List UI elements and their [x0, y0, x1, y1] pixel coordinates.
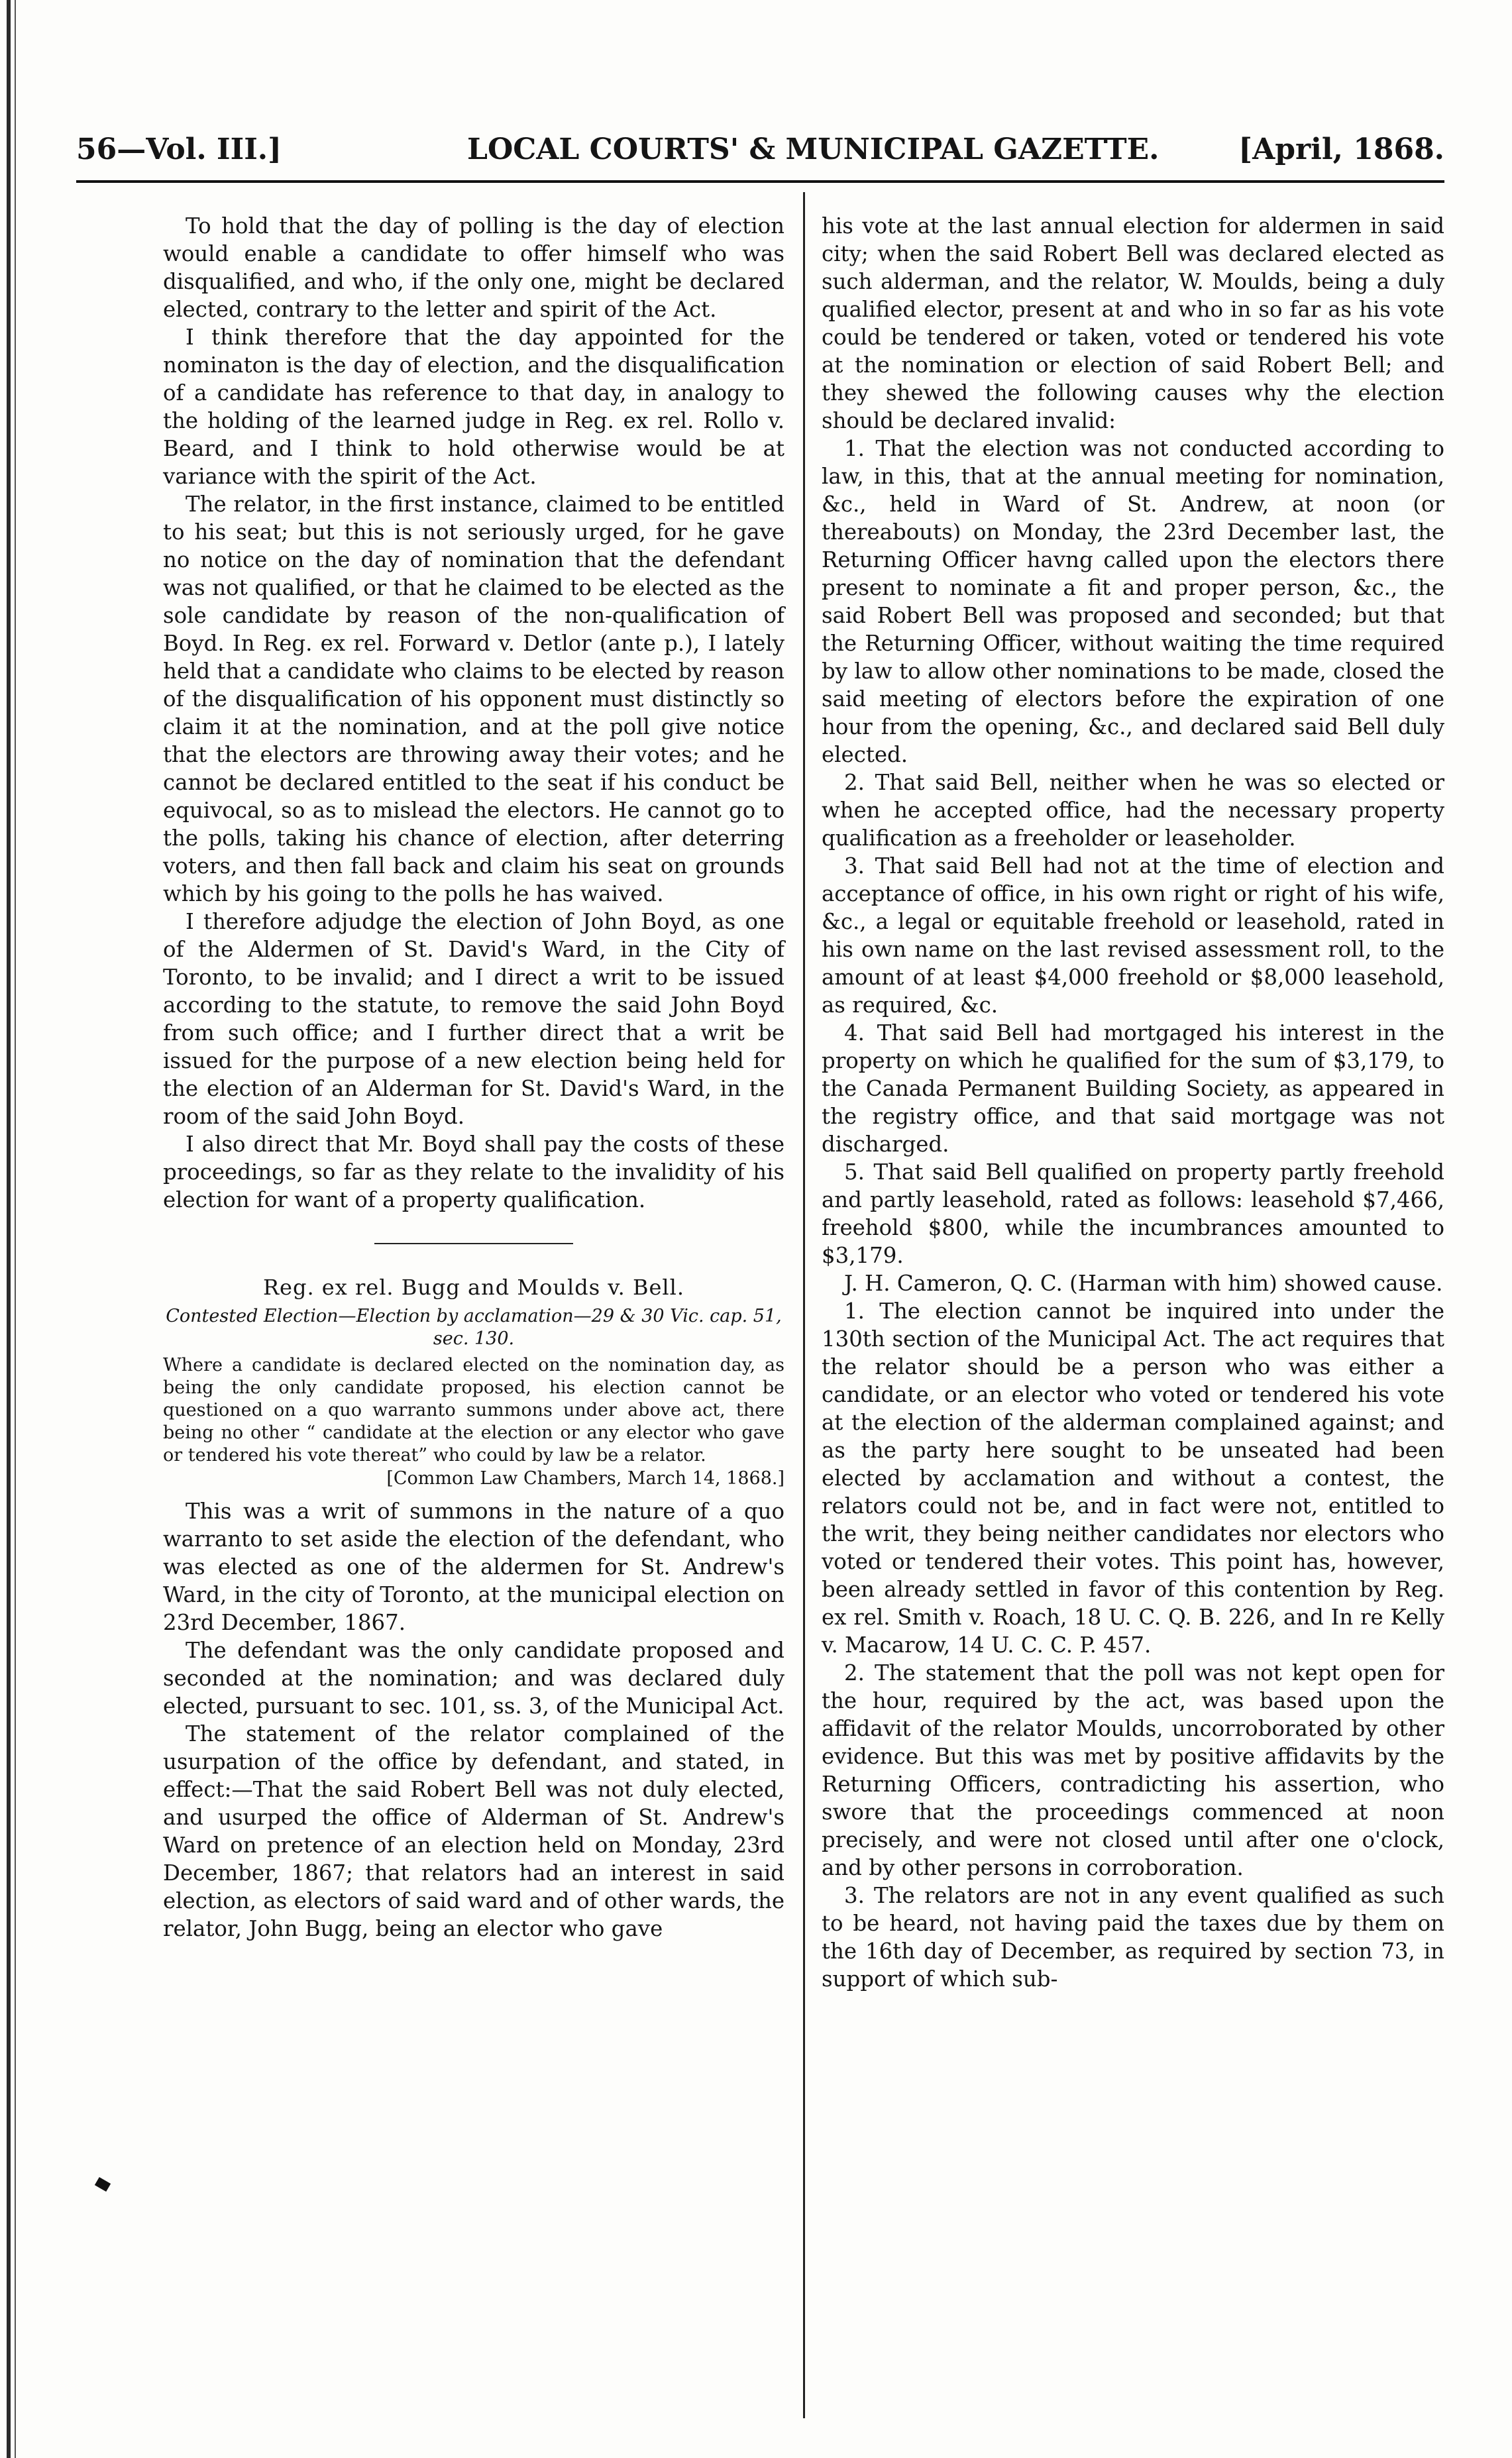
- publication-title: LOCAL COURTS' & MUNICIPAL GAZETTE.: [467, 133, 1160, 166]
- paragraph: The relator, in the first instance, claimed to be entitled to his seat; but this is not seriously urged, for he gave no notice on the day of nomination that the defendant was not qualified, or that he claimed to be elected as the sole candidate by reason of the non-qualification of Boyd. In Reg. ex rel. Forward v. Detlor (ante p.), I lately held that a candidate who claims to be elected by reason of the disqualification of his opponent must distinctly so claim it at the nomination, and at the poll give notice that the electors are throwing away their votes; and he cannot be declared entitled to the seat if his conduct be equivocal, so as to mislead the electors. He cannot go to the polls, taking his chance of election, after deterring voters, and then fall back and claim his seat on grounds which by his going to the polls he has waived.: [163, 492, 784, 906]
- section-separator: [374, 1243, 573, 1244]
- numbered-paragraph: 1. That the election was not conducted according to law, in this, that at the annual meeting for nomination, &c., held in Ward of St. Andrew, at noon (or thereabouts) on Monday, the 23rd December last, the Returning Officer havng called upon the electors there present to nominate a fit and proper person, &c., the said Robert Bell was proposed and seconded; but that the Returning Officer, without waiting the time required by law to allow other nominations to be made, closed the said meeting of electors before the expiration of one hour from the opening, &c., and declared said Bell duly elected.: [822, 436, 1444, 767]
- paragraph: his vote at the last annual election for aldermen in said city; when the said Robert Bell was declared elected as such alderman, and the relator, W. Moulds, being a duly qualified elector, present at and who in so far as his vote could be tendered or taken, voted or tendered his vote at the nomination or election of said Robert Bell; and they shewed the following causes why the election should be declared invalid:: [822, 213, 1444, 433]
- paragraph: I think therefore that the day appointed for the nominaton is the day of election, and the disqualification of a candidate has reference to that day, in analogy to the holding of the learned judge in Reg. ex rel. Rollo v. Beard, and I think to hold otherwise would be at variance with the spirit of the Act.: [163, 325, 784, 489]
- numbered-paragraph: 2. That said Bell, neither when he was so elected or when he accepted office, had the necessary property qualification as a freeholder or leaseholder.: [822, 770, 1444, 851]
- column-divider: [803, 192, 805, 2418]
- case-syllabus: [163, 1354, 784, 1467]
- counsel-line: J. H. Cameron, Q. C. (Harman with him) showed cause.: [844, 1271, 1443, 1296]
- paragraph: This was a writ of summons in the nature of a quo warranto to set aside the election of the defendant, who was elected as one of the aldermen for St. Andrew's Ward, in the city of Toronto, at the municipal election on 23rd December, 1867.: [163, 1499, 784, 1635]
- paragraph: The defendant was the only candidate proposed and seconded at the nomination; and was declared duly elected, pursuant to sec. 101, ss. 3, of the Municipal Act.: [163, 1638, 784, 1719]
- numbered-paragraph: 2. The statement that the poll was not kept open for the hour, required by the act, was based upon the affidavit of the relator Moulds, uncorroborated by other evidence. But this was met by positive affidavits by the Returning Officers, contradicting his assertion, who swore that the proceedings commenced at noon precisely, and were not closed until after one o'clock, and by other persons in corroboration.: [822, 1660, 1444, 1880]
- numbered-paragraph: 4. That said Bell had mortgaged his interest in the property on which he qualified for the sum of $3,179, to the Canada Permanent Building Society, as appeared in the registry office, and that said mortgage was not discharged.: [822, 1020, 1444, 1157]
- binding-edge: [7, 0, 11, 2458]
- case-title: Reg. ex rel. Bugg and Moulds v. Bell.: [262, 1275, 685, 1300]
- issue-date: [April, 1868.: [1238, 133, 1444, 166]
- header-rule: [76, 180, 1444, 183]
- paragraph: I therefore adjudge the election of John Boyd, as one of the Aldermen of St. David's Ward, in the City of Toronto, to be invalid; and I direct a writ to be issued according to the statute, to remove the said John Boyd from such office; and I further direct that a writ be issued for the purpose of a new election being held for the election of an Alderman for St. David's Ward, in the room of the said John Boyd.: [163, 909, 784, 1129]
- case-headnote: Contested Election—Election by acclamation—29 & 30 Vic. cap. 51, sec. 130.: [166, 1306, 782, 1349]
- court-and-date: [Common Law Chambers, March 14, 1868.]: [386, 1468, 784, 1489]
- numbered-paragraph: 3. That said Bell had not at the time of election and acceptance of office, in his own right or right of his wife, &c., a legal or equitable freehold or leasehold, rated in his own name on the last revised assessment roll, to the amount of at least $4,000 freehold or $8,000 leasehold, as required, &c.: [822, 853, 1444, 1018]
- paragraph: I also direct that Mr. Boyd shall pay the costs of these proceedings, so far as they relate to the invalidity of his election for want of a property qualification.: [163, 1132, 784, 1212]
- numbered-paragraph: 5. That said Bell qualified on property partly freehold and partly leasehold, rated as follows: leasehold $7,466, freehold $800, while the incumbrances amounted to $3,179.: [822, 1159, 1444, 1268]
- syllabus-text: Where a candidate is declared elected on the nomination day, as being the only candidate proposed, his election cannot be questioned on a quo warranto summons under above act, there being no other “ candidate at the election or any elector who gave or tendered his vote thereat” who could by law be a relator.: [163, 1355, 784, 1466]
- binding-edge-inner: [15, 0, 16, 2458]
- volume-page-label: 56—Vol. III.]: [76, 133, 282, 166]
- numbered-paragraph: 1. The election cannot be inquired into under the 130th section of the Municipal Act. The act requires that the relator should be a person who was either a candidate, or an elector who voted or tendered his vote at the election of the alderman complained against; and as the party here sought to be unseated had been elected by acclamation and without a contest, the relators could not be, and in fact were not, entitled to the writ, they being neither candidates nor electors who voted or tendered their votes. This point has, however, been already settled in favor of this contention by Reg. ex rel. Smith v. Roach, 18 U. C. Q. B. 226, and In re Kelly v. Macarow, 14 U. C. C. P. 457.: [822, 1299, 1444, 1658]
- right-column: [822, 212, 1444, 1993]
- paragraph: To hold that the day of polling is the day of election would enable a candidate to offer himself who was disqualified, and who, if the only one, might be declared elected, contrary to the letter and spirit of the Act.: [163, 213, 784, 322]
- left-column: [163, 212, 784, 1943]
- running-header: [76, 133, 1444, 179]
- numbered-paragraph: 3. The relators are not in any event qualified as such to be heard, not having paid the taxes due by them on the 16th day of December, as required by section 73, in support of which sub-: [822, 1883, 1444, 1992]
- margin-mark: [95, 2177, 111, 2192]
- paragraph: The statement of the relator complained of the usurpation of the office by defendant, and stated, in effect:—That the said Robert Bell was not duly elected, and usurped the office of Alderman of St. Andrew's Ward on pretence of an election held on Monday, 23rd December, 1867; that relators had an interest in said election, as electors of said ward and of other wards, the relator, John Bugg, being an elector who gave: [163, 1721, 784, 1941]
